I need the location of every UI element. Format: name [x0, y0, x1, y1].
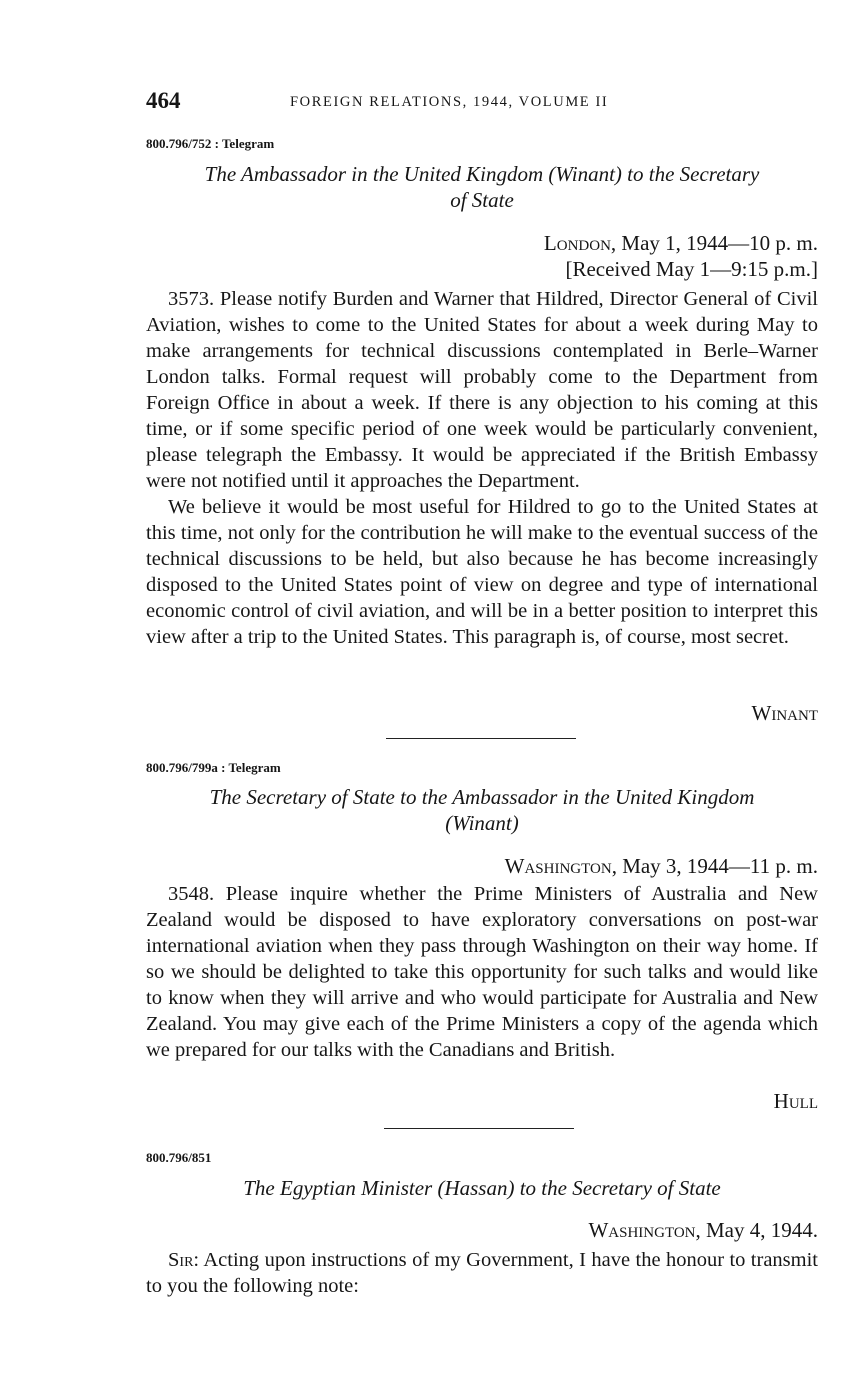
dateline-place: Washington [504, 854, 612, 878]
title-line: The Ambassador in the United Kingdom (Winant) to the Secretary [204, 162, 760, 186]
paragraph [146, 1247, 818, 1299]
title-line: of State [450, 188, 514, 212]
document-title [146, 161, 818, 213]
signature: Winant [751, 701, 818, 725]
paragraph-text: : Acting upon instructions of my Government, I have the honour to transmit to you the following note: [146, 1249, 818, 1297]
file-reference: 800.796/752 : Telegram [146, 136, 275, 151]
title-line: (Winant) [445, 811, 519, 835]
title-line: The Secretary of State to the Ambassador in the United Kingdom [209, 785, 755, 809]
received-line: [Received May 1—9:15 p.m.] [565, 257, 818, 281]
page-number: 464 [146, 88, 181, 113]
document-title [146, 1175, 818, 1201]
salutation: Sir [168, 1249, 194, 1271]
signature: Hull [773, 1089, 818, 1113]
section-divider [384, 1128, 574, 1129]
dateline-place: London [543, 231, 611, 255]
section-divider [386, 738, 576, 739]
title-line: The Egyptian Minister (Hassan) to the Secretary of State [243, 1176, 721, 1200]
dateline-date: , May 4, 1944. [695, 1218, 818, 1242]
document-body [146, 286, 818, 650]
running-title: FOREIGN RELATIONS, 1944, VOLUME II [290, 94, 609, 110]
paragraph: We believe it would be most useful for Hildred to go to the United States at this time, not only for the contribution he will make to the eventual success of the technical discussions to be held, but also because he has become increasingly disposed to the United States point of view on degree and type of international economic control of civil aviation, and will be in a better position to interpret this view after a trip to the United States. This paragraph is, of course, most secret. [146, 496, 818, 648]
file-reference: 800.796/799a : Telegram [146, 760, 281, 775]
document-title [146, 784, 818, 836]
dateline [505, 853, 818, 879]
document-body [146, 881, 818, 1063]
dateline [544, 230, 818, 256]
dateline-date: , May 1, 1944—10 p. m. [610, 231, 818, 255]
paragraph: 3548. Please inquire whether the Prime Ministers of Australia and New Zealand would be disposed to have exploratory conversations on post-war international aviation when they pass through Washington on their way home. If so we should be delighted to take this opportunity for such talks and would like to know when they will arrive and who would participate for Australia and New Zealand. You may give each of the Prime Ministers a copy of the agenda which we prepared for our talks with the Canadians and British. [146, 883, 818, 1061]
dateline-date: , May 3, 1944—11 p. m. [611, 854, 818, 878]
paragraph: 3573. Please notify Burden and Warner that Hildred, Director General of Civil Aviation, wishes to come to the United States for about a week during May to make arrangements for technical discussions contemplated in Berle–Warner London talks. Formal request will probably come to the Department from Foreign Office in about a week. If there is any objection to his coming at this time, or if some specific period of one week would be particularly convenient, please telegraph the Embassy. It would be appreciated if the British Embassy were not notified until it approaches the Department. [146, 288, 818, 492]
dateline [588, 1217, 818, 1243]
file-reference: 800.796/851 [146, 1150, 212, 1165]
dateline-place: Washington [588, 1218, 696, 1242]
document-body [146, 1247, 818, 1299]
